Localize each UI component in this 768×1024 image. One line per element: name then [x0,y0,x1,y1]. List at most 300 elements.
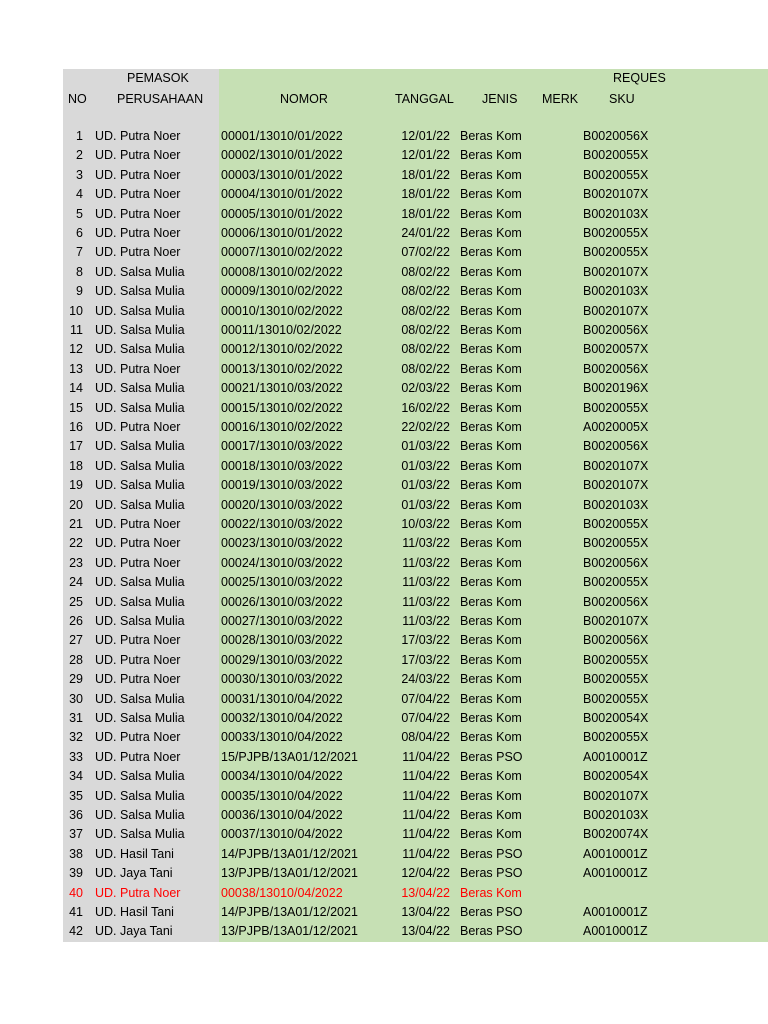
cell-tanggal: 11/03/22 [402,555,450,570]
cell-nomor: 00027/13010/03/2022 [221,614,343,628]
cell-pemasok: UD. Putra Noer [95,536,181,551]
cell-jenis: Beras Kom [460,614,522,628]
cell-sku: B0020107X [583,478,649,493]
cell-pemasok: UD. Salsa Mulia [95,575,185,590]
table-row[interactable] [63,437,768,456]
cell-sku: B0020103X [583,206,649,221]
table-row[interactable] [63,554,768,573]
header-nomor: NOMOR [280,92,328,106]
cell-nomor: 00022/13010/03/2022 [221,517,343,531]
cell-nomor: 00035/13010/04/2022 [221,788,343,803]
cell-pemasok: UD. Putra Noer [95,420,181,434]
cell-tanggal: 13/04/22 [401,905,450,919]
cell-pemasok: UD. Salsa Mulia [95,691,185,706]
cell-sku: B0020056X [583,555,649,570]
cell-jenis: Beras Kom [460,129,522,143]
cell-pemasok: UD. Putra Noer [95,167,181,182]
cell-pemasok: UD. Putra Noer [95,633,181,648]
cell-sku: B0020055X [583,652,649,667]
cell-sku: B0020055X [583,536,649,551]
cell-tanggal: 01/03/22 [401,497,450,512]
cell-no: 37 [69,827,83,842]
cell-no: 21 [69,517,83,531]
cell-no: 18 [69,458,83,473]
cell-jenis: Beras Kom [460,652,522,667]
cell-pemasok: UD. Putra Noer [95,749,181,764]
cell-pemasok: UD. Salsa Mulia [95,284,185,299]
cell-tanggal: 08/02/22 [401,342,450,357]
cell-no: 35 [69,788,83,803]
cell-nomor: 14/PJPB/13A01/12/2021 [221,905,358,919]
cell-sku: B0020056X [583,633,649,648]
cell-sku: A0010001Z [583,924,648,939]
cell-sku: B0020107X [583,264,649,279]
cell-no: 27 [69,633,83,648]
cell-pemasok: UD. Salsa Mulia [95,594,185,609]
header-no: NO [68,92,87,106]
cell-pemasok: UD. Salsa Mulia [95,458,185,473]
cell-no: 26 [69,614,83,628]
cell-tanggal: 16/02/22 [401,400,450,415]
cell-nomor: 00032/13010/04/2022 [221,711,343,725]
cell-jenis: Beras Kom [460,303,522,318]
cell-jenis: Beras Kom [460,594,522,609]
cell-no: 9 [76,284,83,299]
cell-tanggal: 02/03/22 [401,381,450,396]
cell-jenis: Beras Kom [460,497,522,512]
cell-jenis: Beras Kom [460,458,522,473]
cell-tanggal: 17/03/22 [401,652,450,667]
cell-nomor: 00013/13010/02/2022 [221,361,343,376]
header-merk: MERK [542,92,579,106]
cell-nomor: 00006/13010/01/2022 [221,226,343,240]
cell-tanggal: 17/03/22 [401,633,450,648]
cell-no: 4 [76,187,83,202]
cell-sku: B0020056X [583,323,649,337]
cell-pemasok: UD. Salsa Mulia [95,478,185,493]
table-row[interactable] [63,282,768,301]
cell-sku: B0020055X [583,400,649,415]
cell-nomor: 00021/13010/03/2022 [221,381,343,396]
cell-pemasok: UD. Putra Noer [95,129,181,143]
cell-tanggal: 08/02/22 [401,303,450,318]
cell-nomor: 13/PJPB/13A01/12/2021 [221,924,358,939]
cell-tanggal: 11/03/22 [402,536,450,551]
cell-jenis: Beras Kom [460,206,522,221]
cell-tanggal: 08/02/22 [401,284,450,299]
cell-no: 23 [69,555,83,570]
cell-jenis: Beras Kom [460,420,522,434]
cell-sku: B0020055X [583,517,649,531]
cell-sku: B0020107X [583,187,649,202]
cell-tanggal: 01/03/22 [401,439,450,454]
cell-sku: B0020103X [583,284,649,299]
cell-pemasok: UD. Putra Noer [95,245,181,260]
cell-nomor: 00031/13010/04/2022 [221,691,343,706]
cell-nomor: 00037/13010/04/2022 [221,827,343,842]
table-row[interactable] [63,573,768,592]
cell-sku: B0020103X [583,808,649,822]
cell-jenis: Beras Kom [460,672,522,687]
cell-jenis: Beras Kom [460,633,522,648]
cell-tanggal: 13/04/22 [401,885,450,900]
header-sku: SKU [609,92,635,106]
cell-no: 6 [76,226,83,240]
cell-tanggal: 24/01/22 [401,226,450,240]
cell-pemasok: UD. Putra Noer [95,187,181,202]
cell-tanggal: 08/02/22 [401,361,450,376]
cell-nomor: 00009/13010/02/2022 [221,284,343,299]
cell-no: 31 [69,711,83,725]
cell-sku: B0020054X [583,769,649,784]
cell-nomor: 00002/13010/01/2022 [221,148,343,163]
cell-no: 12 [69,342,83,357]
cell-sku: B0020107X [583,303,649,318]
cell-nomor: 00019/13010/03/2022 [221,478,343,493]
cell-sku: B0020107X [583,614,649,628]
cell-pemasok: UD. Putra Noer [95,555,181,570]
cell-pemasok: UD. Salsa Mulia [95,264,185,279]
cell-tanggal: 07/04/22 [401,691,450,706]
cell-jenis: Beras Kom [460,167,522,182]
cell-tanggal: 08/02/22 [401,264,450,279]
cell-nomor: 00024/13010/03/2022 [221,555,343,570]
cell-nomor: 00036/13010/04/2022 [221,808,343,822]
cell-jenis: Beras Kom [460,536,522,551]
cell-pemasok: UD. Jaya Tani [95,924,173,939]
cell-nomor: 00030/13010/03/2022 [221,672,343,687]
cell-no: 5 [76,206,83,221]
cell-nomor: 00011/13010/02/2022 [221,323,342,337]
cell-jenis: Beras Kom [460,691,522,706]
cell-pemasok: UD. Putra Noer [95,730,181,745]
cell-nomor: 00029/13010/03/2022 [221,652,343,667]
cell-pemasok: UD. Putra Noer [95,517,181,531]
table-row[interactable] [63,922,768,941]
cell-pemasok: UD. Salsa Mulia [95,614,185,628]
cell-jenis: Beras PSO [460,924,523,939]
cell-jenis: Beras Kom [460,885,522,900]
cell-jenis: Beras Kom [460,575,522,590]
table-row[interactable] [63,593,768,612]
cell-jenis: Beras Kom [460,284,522,299]
cell-jenis: Beras PSO [460,866,523,881]
cell-tanggal: 12/01/22 [401,129,450,143]
cell-tanggal: 11/04/22 [402,846,450,861]
cell-tanggal: 11/04/22 [402,749,450,764]
cell-no: 41 [69,905,83,919]
table-row[interactable] [63,864,768,883]
cell-tanggal: 11/04/22 [402,769,450,784]
cell-no: 28 [69,652,83,667]
cell-tanggal: 11/03/22 [402,614,450,628]
table-row[interactable] [63,224,768,243]
cell-jenis: Beras Kom [460,342,522,357]
table-row[interactable] [63,787,768,806]
cell-nomor: 00001/13010/01/2022 [221,129,343,143]
cell-jenis: Beras Kom [460,381,522,396]
header-perusahaan: PERUSAHAAN [117,92,204,106]
cell-no: 25 [69,594,83,609]
cell-no: 11 [70,323,83,337]
cell-tanggal: 22/02/22 [401,420,450,434]
cell-jenis: Beras Kom [460,439,522,454]
cell-sku: B0020055X [583,691,649,706]
cell-tanggal: 07/02/22 [401,245,450,260]
cell-tanggal: 18/01/22 [401,167,450,182]
cell-no: 33 [69,749,83,764]
cell-pemasok: UD. Putra Noer [95,672,181,687]
cell-sku: B0020056X [583,594,649,609]
cell-no: 34 [69,769,83,784]
cell-no: 36 [69,808,83,822]
cell-pemasok: UD. Putra Noer [95,206,181,221]
cell-nomor: 13/PJPB/13A01/12/2021 [221,866,358,881]
cell-pemasok: UD. Salsa Mulia [95,439,185,454]
cell-nomor: 00005/13010/01/2022 [221,206,343,221]
cell-tanggal: 11/04/22 [402,788,450,803]
cell-nomor: 00007/13010/02/2022 [221,245,343,260]
cell-pemasok: UD. Putra Noer [95,361,181,376]
cell-jenis: Beras Kom [460,788,522,803]
table-row[interactable] [63,670,768,689]
cell-tanggal: 01/03/22 [401,478,450,493]
table-row[interactable] [63,767,768,786]
table-row[interactable] [63,496,768,515]
cell-no: 30 [69,691,83,706]
cell-no: 10 [69,303,83,318]
cell-tanggal: 12/04/22 [401,866,450,881]
table-row[interactable] [63,884,768,903]
cell-jenis: Beras PSO [460,749,523,764]
cell-sku: B0020074X [583,827,649,842]
cell-no: 32 [69,730,83,745]
table-row[interactable] [63,418,768,437]
cell-no: 1 [76,129,83,143]
cell-no: 8 [76,264,83,279]
cell-no: 17 [69,439,83,454]
table-row[interactable] [63,903,768,922]
cell-pemasok: UD. Salsa Mulia [95,769,185,784]
cell-no: 42 [69,924,83,939]
table-row[interactable] [63,457,768,476]
cell-tanggal: 11/04/22 [402,827,450,842]
cell-pemasok: UD. Salsa Mulia [95,808,185,822]
table-row[interactable] [63,127,768,146]
cell-jenis: Beras Kom [460,730,522,745]
table-row[interactable] [63,728,768,747]
cell-nomor: 00010/13010/02/2022 [221,303,343,318]
table-row[interactable] [63,476,768,495]
cell-tanggal: 10/03/22 [401,517,450,531]
cell-pemasok: UD. Putra Noer [95,652,181,667]
cell-sku: A0010001Z [583,866,648,881]
cell-jenis: Beras Kom [460,361,522,376]
cell-pemasok: UD. Putra Noer [95,148,181,163]
cell-tanggal: 01/03/22 [401,458,450,473]
cell-no: 20 [69,497,83,512]
header-pemasok: PEMASOK [127,71,189,85]
cell-jenis: Beras Kom [460,226,522,240]
table-row[interactable] [63,340,768,359]
cell-jenis: Beras Kom [460,827,522,842]
cell-tanggal: 24/03/22 [401,672,450,687]
cell-tanggal: 18/01/22 [401,187,450,202]
table-row[interactable] [63,806,768,825]
table-row[interactable] [63,146,768,165]
table-row[interactable] [63,263,768,282]
table-row[interactable] [63,534,768,553]
cell-no: 24 [69,575,83,590]
cell-sku: B0020056X [583,439,649,454]
cell-tanggal: 11/03/22 [402,594,450,609]
cell-pemasok: UD. Putra Noer [95,226,181,240]
cell-jenis: Beras Kom [460,808,522,822]
cell-tanggal: 08/02/22 [401,323,450,337]
table-row[interactable] [63,302,768,321]
cell-sku: A0010001Z [583,749,648,764]
cell-sku: B0020196X [583,381,649,396]
cell-nomor: 00034/13010/04/2022 [221,769,343,784]
cell-no: 40 [69,885,83,900]
cell-nomor: 14/PJPB/13A01/12/2021 [221,846,358,861]
cell-sku: B0020107X [583,788,649,803]
cell-tanggal: 08/04/22 [401,730,450,745]
cell-nomor: 00020/13010/03/2022 [221,497,343,512]
cell-pemasok: UD. Hasil Tani [95,905,174,919]
cell-tanggal: 07/04/22 [401,711,450,725]
cell-no: 13 [69,361,83,376]
cell-sku: B0020055X [583,148,649,163]
cell-nomor: 00008/13010/02/2022 [221,264,343,279]
cell-sku: B0020056X [583,129,649,143]
cell-pemasok: UD. Salsa Mulia [95,497,185,512]
cell-jenis: Beras Kom [460,148,522,163]
cell-jenis: Beras Kom [460,245,522,260]
cell-jenis: Beras Kom [460,187,522,202]
table-row[interactable] [63,709,768,728]
cell-sku: A0010001Z [583,846,648,861]
cell-no: 7 [76,245,83,260]
cell-no: 16 [69,420,83,434]
cell-jenis: Beras Kom [460,264,522,279]
cell-sku: B0020055X [583,672,649,687]
cell-tanggal: 18/01/22 [401,206,450,221]
cell-tanggal: 13/04/22 [401,924,450,939]
table-row[interactable] [63,845,768,864]
table-row[interactable] [63,631,768,650]
table-row[interactable] [63,748,768,767]
cell-nomor: 00017/13010/03/2022 [221,439,343,454]
cell-sku: B0020055X [583,226,649,240]
cell-no: 38 [69,846,83,861]
cell-jenis: Beras Kom [460,400,522,415]
header-tanggal: TANGGAL [395,92,454,106]
cell-pemasok: UD. Putra Noer [95,885,181,900]
table-row[interactable] [63,360,768,379]
cell-sku: B0020056X [583,361,649,376]
cell-nomor: 00012/13010/02/2022 [221,342,343,357]
cell-no: 3 [76,167,83,182]
cell-sku: B0020055X [583,730,649,745]
cell-pemasok: UD. Salsa Mulia [95,400,185,415]
cell-sku: B0020055X [583,245,649,260]
cell-tanggal: 11/03/22 [402,575,450,590]
cell-no: 2 [76,148,83,163]
cell-jenis: Beras Kom [460,478,522,493]
cell-nomor: 00026/13010/03/2022 [221,594,343,609]
cell-jenis: Beras Kom [460,769,522,784]
cell-nomor: 00016/13010/02/2022 [221,420,343,434]
cell-no: 22 [69,536,83,551]
table-row[interactable] [63,515,768,534]
cell-pemasok: UD. Hasil Tani [95,846,174,861]
cell-tanggal: 11/04/22 [402,808,450,822]
cell-nomor: 00028/13010/03/2022 [221,633,343,648]
cell-tanggal: 12/01/22 [401,148,450,163]
table-row[interactable] [63,651,768,670]
cell-pemasok: UD. Salsa Mulia [95,788,185,803]
cell-no: 29 [69,672,83,687]
cell-no: 19 [69,478,83,493]
cell-nomor: 00038/13010/04/2022 [221,885,343,900]
cell-jenis: Beras PSO [460,905,523,919]
cell-no: 15 [69,400,83,415]
cell-nomor: 00033/13010/04/2022 [221,730,343,745]
cell-sku: B0020107X [583,458,649,473]
cell-nomor: 00025/13010/03/2022 [221,575,343,590]
cell-sku: B0020057X [583,342,649,357]
table-row[interactable] [63,185,768,204]
table-row[interactable] [63,321,768,340]
cell-pemasok: UD. Salsa Mulia [95,342,185,357]
cell-jenis: Beras Kom [460,555,522,570]
cell-jenis: Beras Kom [460,323,522,337]
cell-pemasok: UD. Salsa Mulia [95,303,185,318]
cell-nomor: 00004/13010/01/2022 [221,187,343,202]
cell-pemasok: UD. Salsa Mulia [95,711,185,725]
cell-sku: B0020054X [583,711,649,725]
table-row[interactable] [63,399,768,418]
cell-nomor: 00018/13010/03/2022 [221,458,343,473]
cell-jenis: Beras Kom [460,711,522,725]
cell-no: 14 [69,381,83,396]
cell-jenis: Beras Kom [460,517,522,531]
cell-sku: A0020005X [583,420,649,434]
cell-nomor: 00023/13010/03/2022 [221,536,343,551]
table-row[interactable] [63,825,768,844]
table-row[interactable] [63,243,768,262]
cell-nomor: 00015/13010/02/2022 [221,400,343,415]
cell-pemasok: UD. Salsa Mulia [95,323,185,337]
cell-jenis: Beras PSO [460,846,523,861]
cell-pemasok: UD. Salsa Mulia [95,381,185,396]
cell-sku: A0010001Z [583,905,648,919]
cell-pemasok: UD. Jaya Tani [95,866,173,881]
table-row[interactable] [63,166,768,185]
table-row[interactable] [63,612,768,631]
cell-nomor: 00003/13010/01/2022 [221,167,343,182]
cell-sku: B0020055X [583,575,649,590]
cell-sku: B0020055X [583,167,649,182]
table-row[interactable] [63,379,768,398]
header-jenis: JENIS [482,92,518,106]
cell-nomor: 15/PJPB/13A01/12/2021 [221,749,358,764]
table-row[interactable] [63,690,768,709]
cell-no: 39 [69,866,83,881]
table-row[interactable] [63,205,768,224]
header-reques: REQUES [613,71,666,85]
